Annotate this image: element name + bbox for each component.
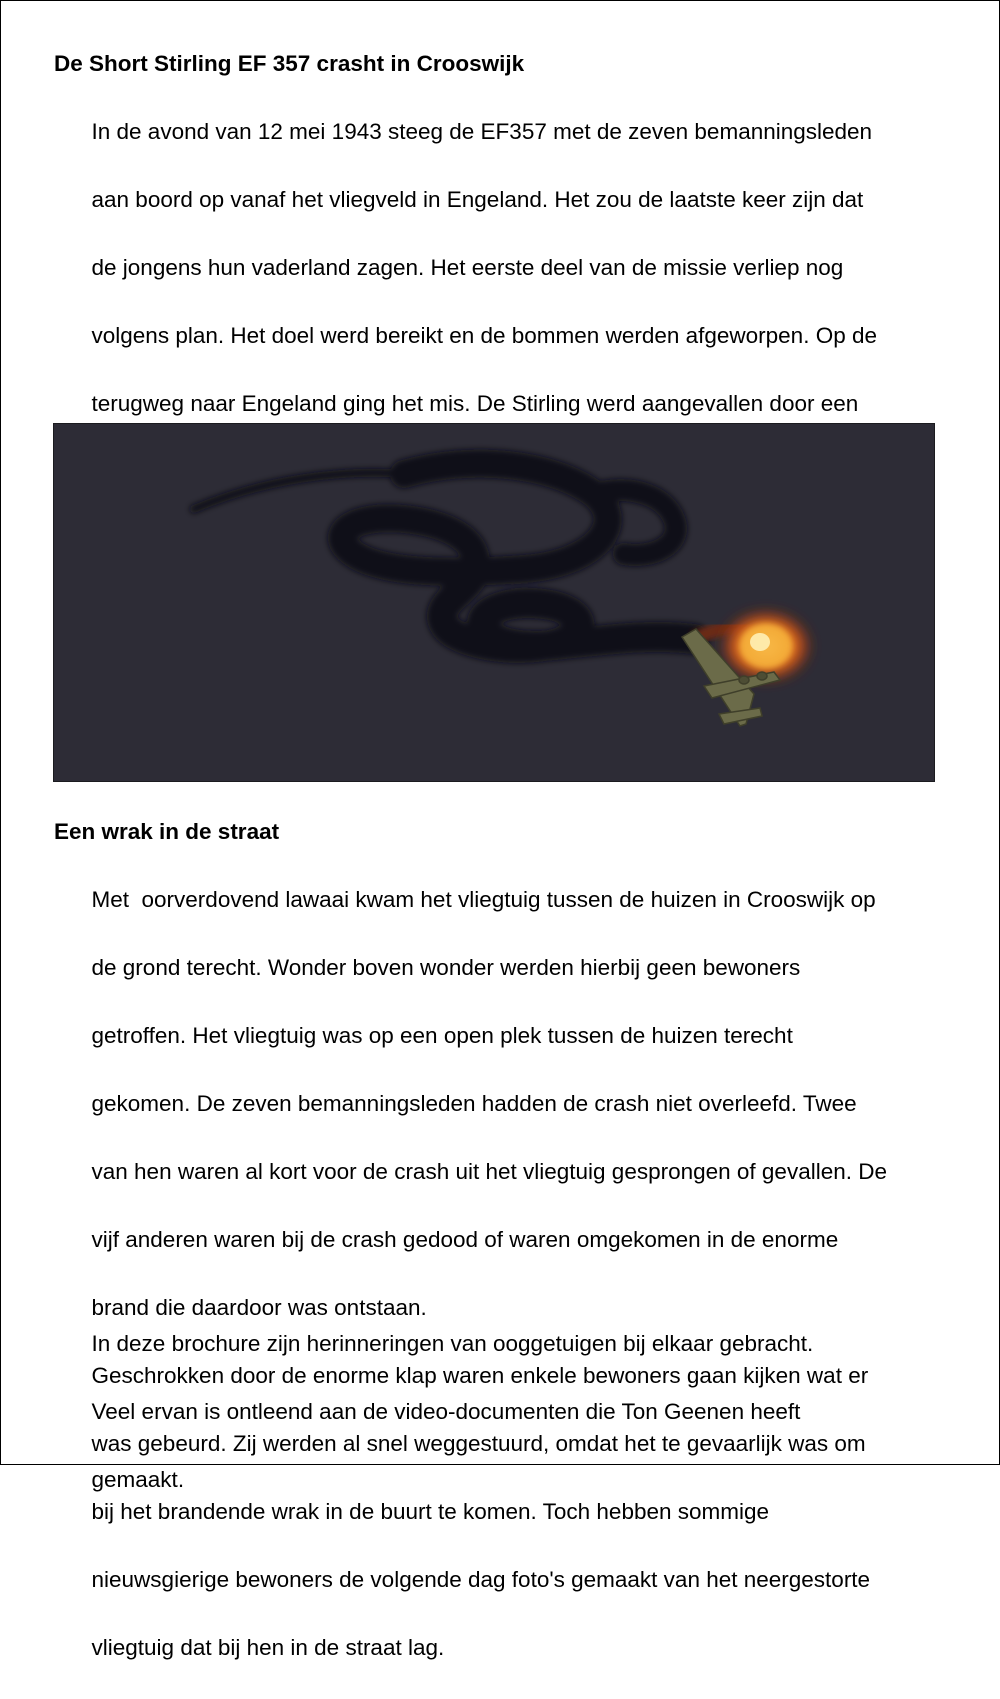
text-line: gemaakt. [91,1467,185,1492]
section-heading: Een wrak in de straat [54,819,280,844]
text-line: vliegtuig dat bij hen in de straat lag. [91,1635,445,1660]
text-line: getroffen. Het vliegtuig was op een open plek tussen de huizen terecht [91,1023,793,1048]
section-wreck-street [54,815,964,1699]
text-line: Veel ervan is ontleend aan de video-documenten die Ton Geenen heeft [91,1399,801,1424]
text-line: aan boord op vanaf het vliegveld in Engeland. Het zou de laatste keer zijn dat [91,187,864,212]
text-line: Met oorverdovend lawaai kwam het vliegtuig tussen de huizen in Crooswijk op [91,887,876,912]
text-line: terugweg naar Engeland ging het mis. De Stirling werd aangevallen door een [91,391,859,416]
section-paragraph [54,1293,964,1531]
text-line: brand die daardoor was ontstaan. [91,1295,427,1320]
text-line: vijf anderen waren bij de crash gedood of waren omgekomen in de enorme [91,1227,839,1252]
text-line: was gebeurd. Zij werden al snel weggestuurd, omdat het te gevaarlijk was om [91,1431,866,1456]
section-paragraph [54,849,964,1699]
section-heading: De Short Stirling EF 357 crasht in Crooswijk [54,51,525,76]
text-line: van hen waren al kort voor de crash uit het vliegtuig gesprongen of gevallen. De [91,1159,888,1184]
section-brochure-note [54,1293,964,1531]
text-line: volgens plan. Het doel werd bereikt en de bommen werden afgeworpen. Op de [91,323,877,348]
text-line: gekomen. De zeven bemanningsleden hadden de crash niet overleefd. Twee [91,1091,857,1116]
crash-illustration [53,423,935,782]
text-line: bij het brandende wrak in de buurt te komen. Toch hebben sommige [91,1499,770,1524]
text-line: Geschrokken door de enorme klap waren enkele bewoners gaan kijken wat er [91,1363,869,1388]
text-line: In deze brochure zijn herinneringen van ooggetuigen bij elkaar gebracht. [91,1331,814,1356]
text-line: In de avond van 12 mei 1943 steeg de EF357 met de zeven bemanningsleden [91,119,873,144]
text-line: nieuwsgierige bewoners de volgende dag foto's gemaakt van het neergestorte [91,1567,871,1592]
text-line: de jongens hun vaderland zagen. Het eerste deel van de missie verliep nog [91,255,844,280]
text-line: de grond terecht. Wonder boven wonder werden hierbij geen bewoners [91,955,801,980]
